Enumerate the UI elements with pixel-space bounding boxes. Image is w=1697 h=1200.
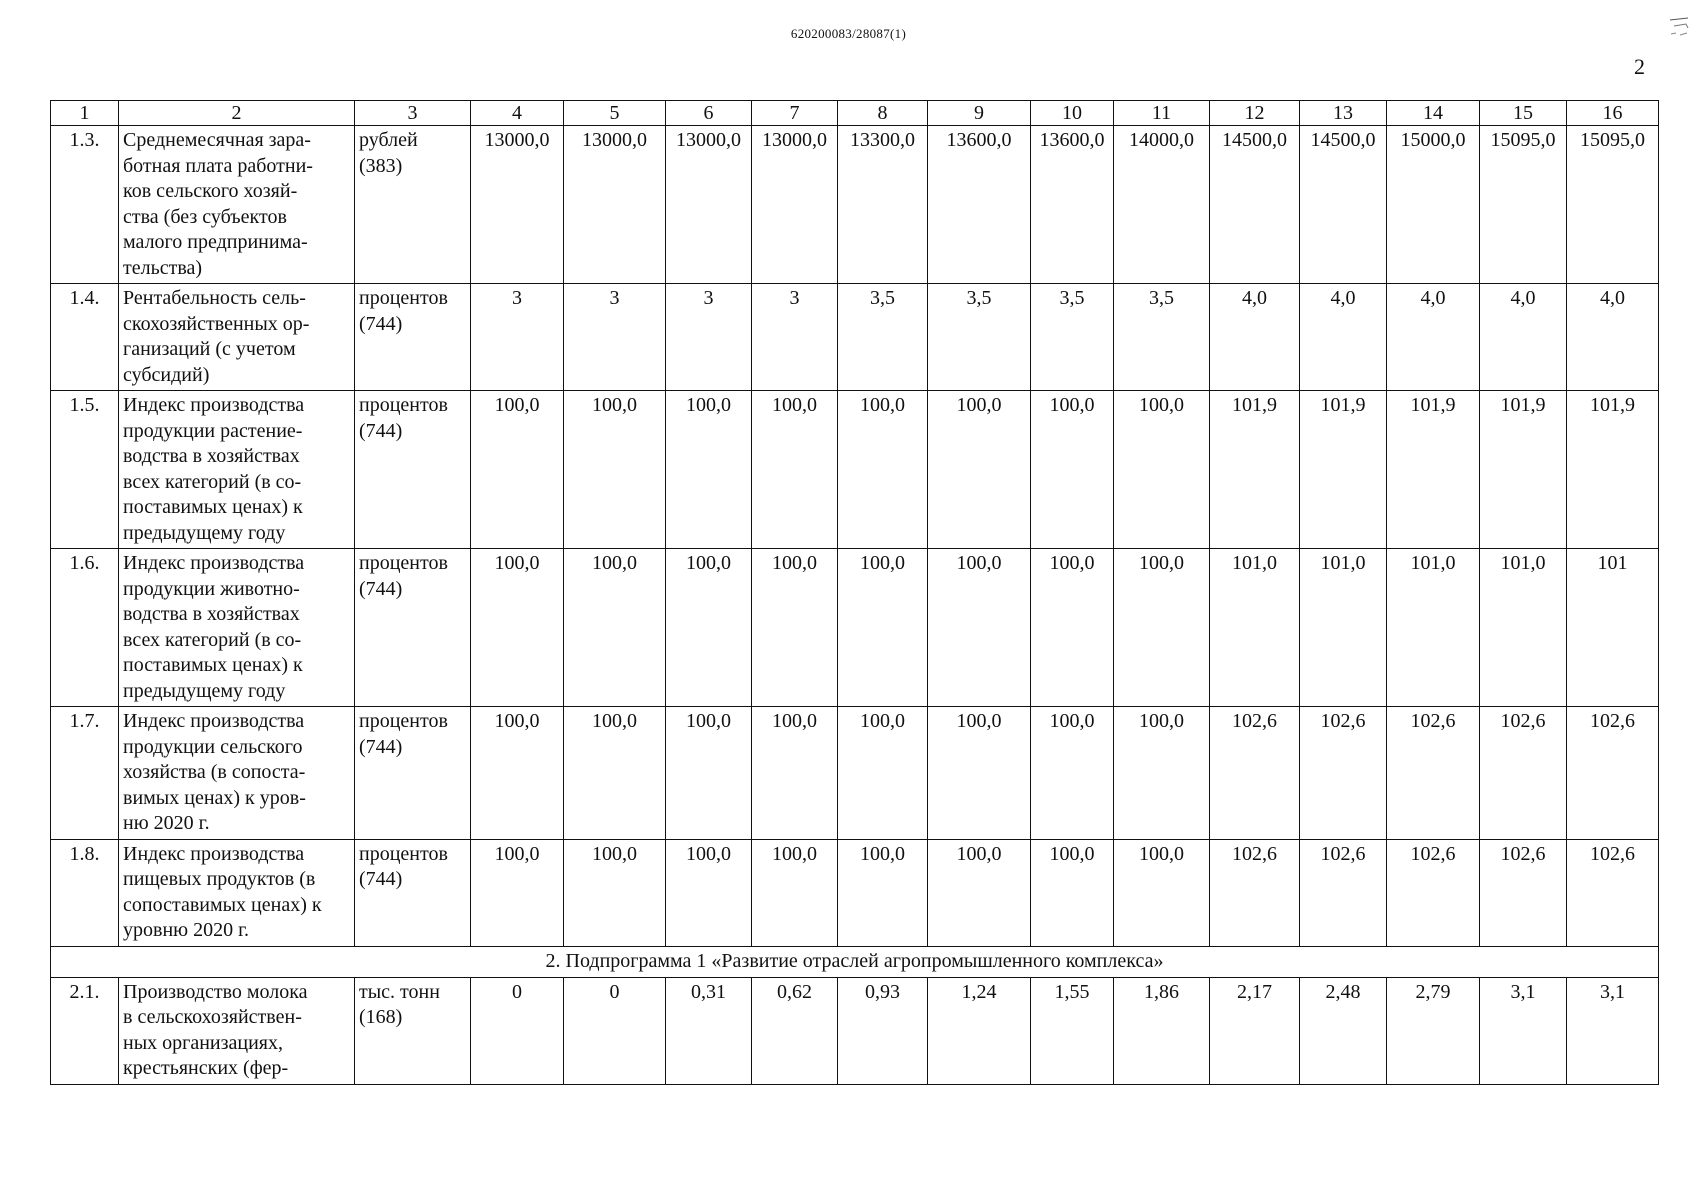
value-cell: 101,0 <box>1210 549 1300 707</box>
value-cell: 100,0 <box>838 549 928 707</box>
value-cell: 100,0 <box>838 839 928 946</box>
value-cell: 2,17 <box>1210 977 1300 1084</box>
column-number-16: 16 <box>1567 101 1659 126</box>
value-cell: 13600,0 <box>1031 126 1114 284</box>
row-number: 1.5. <box>51 391 119 549</box>
table-row <box>51 391 1659 549</box>
row-number: 1.6. <box>51 549 119 707</box>
unit-of-measure: рублей (383) <box>355 126 471 284</box>
column-number-14: 14 <box>1387 101 1480 126</box>
value-cell: 13000,0 <box>564 126 666 284</box>
unit-of-measure: тыс. тонн (168) <box>355 977 471 1084</box>
table-row <box>51 284 1659 391</box>
table-row <box>51 977 1659 1084</box>
value-cell: 100,0 <box>564 549 666 707</box>
value-cell: 4,0 <box>1387 284 1480 391</box>
document-id: 620200083/28087(1) <box>790 26 907 41</box>
value-cell: 100,0 <box>1114 549 1210 707</box>
column-number-1: 1 <box>51 101 119 126</box>
indicator-name: Производство молока в сельскохозяйствен- ных организациях, крестьянских (фер- <box>119 977 355 1084</box>
value-cell: 4,0 <box>1567 284 1659 391</box>
value-cell: 0,62 <box>752 977 838 1084</box>
table-row <box>51 126 1659 284</box>
value-cell: 100,0 <box>1031 707 1114 840</box>
page-number: 2 <box>1634 54 1645 79</box>
value-cell: 3 <box>752 284 838 391</box>
unit-of-measure: процентов (744) <box>355 839 471 946</box>
value-cell: 100,0 <box>1114 839 1210 946</box>
section-row <box>51 946 1659 977</box>
column-number-15: 15 <box>1480 101 1567 126</box>
indicator-name: Индекс производства продукции растение- водства в хозяйствах всех категорий (в со- поставимых ценах) к предыдущему году <box>119 391 355 549</box>
value-cell: 0 <box>564 977 666 1084</box>
value-cell: 101,0 <box>1300 549 1387 707</box>
value-cell: 102,6 <box>1300 839 1387 946</box>
indicators-table <box>50 100 1659 1085</box>
value-cell: 3 <box>471 284 564 391</box>
value-cell: 100,0 <box>752 839 838 946</box>
value-cell: 100,0 <box>564 839 666 946</box>
unit-of-measure: процентов (744) <box>355 284 471 391</box>
indicator-name: Рентабельность сель- скохозяйственных ор- ганизаций (с учетом субсидий) <box>119 284 355 391</box>
value-cell: 3 <box>666 284 752 391</box>
value-cell: 100,0 <box>752 707 838 840</box>
indicator-name: Индекс производства пищевых продуктов (в сопоставимых ценах) к уровню 2020 г. <box>119 839 355 946</box>
column-number-7: 7 <box>752 101 838 126</box>
value-cell: 1,86 <box>1114 977 1210 1084</box>
value-cell: 15095,0 <box>1567 126 1659 284</box>
value-cell: 100,0 <box>471 391 564 549</box>
value-cell: 100,0 <box>928 707 1031 840</box>
indicator-name: Индекс производства продукции сельского хозяйства (в сопоста- вимых ценах) к уров- ню 2020 г. <box>119 707 355 840</box>
value-cell: 13000,0 <box>752 126 838 284</box>
value-cell: 100,0 <box>928 391 1031 549</box>
row-number: 1.4. <box>51 284 119 391</box>
value-cell: 102,6 <box>1300 707 1387 840</box>
value-cell: 100,0 <box>1031 839 1114 946</box>
value-cell: 3,1 <box>1567 977 1659 1084</box>
value-cell: 102,6 <box>1480 707 1567 840</box>
column-number-8: 8 <box>838 101 928 126</box>
column-number-3: 3 <box>355 101 471 126</box>
table-body-section <box>51 946 1659 977</box>
column-number-13: 13 <box>1300 101 1387 126</box>
value-cell: 101,9 <box>1300 391 1387 549</box>
value-cell: 14000,0 <box>1114 126 1210 284</box>
column-number-2: 2 <box>119 101 355 126</box>
value-cell: 102,6 <box>1210 839 1300 946</box>
value-cell: 101,9 <box>1567 391 1659 549</box>
table-body-part-b <box>51 977 1659 1084</box>
column-number-4: 4 <box>471 101 564 126</box>
value-cell: 100,0 <box>471 549 564 707</box>
row-number: 1.8. <box>51 839 119 946</box>
column-number-5: 5 <box>564 101 666 126</box>
value-cell: 3,5 <box>1114 284 1210 391</box>
value-cell: 101,0 <box>1480 549 1567 707</box>
value-cell: 3 <box>564 284 666 391</box>
row-number: 1.3. <box>51 126 119 284</box>
table-row <box>51 549 1659 707</box>
value-cell: 100,0 <box>471 707 564 840</box>
column-number-11: 11 <box>1114 101 1210 126</box>
value-cell: 100,0 <box>471 839 564 946</box>
unit-of-measure: процентов (744) <box>355 391 471 549</box>
column-number-6: 6 <box>666 101 752 126</box>
row-number: 1.7. <box>51 707 119 840</box>
value-cell: 102,6 <box>1480 839 1567 946</box>
value-cell: 100,0 <box>1114 391 1210 549</box>
value-cell: 13000,0 <box>471 126 564 284</box>
value-cell: 3,1 <box>1480 977 1567 1084</box>
value-cell: 2,79 <box>1387 977 1480 1084</box>
column-number-9: 9 <box>928 101 1031 126</box>
column-number-row <box>51 101 1659 126</box>
value-cell: 101,9 <box>1480 391 1567 549</box>
column-number-10: 10 <box>1031 101 1114 126</box>
value-cell: 101,0 <box>1387 549 1480 707</box>
value-cell: 14500,0 <box>1210 126 1300 284</box>
column-number-12: 12 <box>1210 101 1300 126</box>
value-cell: 100,0 <box>752 391 838 549</box>
value-cell: 101 <box>1567 549 1659 707</box>
value-cell: 2,48 <box>1300 977 1387 1084</box>
value-cell: 13600,0 <box>928 126 1031 284</box>
value-cell: 13000,0 <box>666 126 752 284</box>
value-cell: 100,0 <box>838 707 928 840</box>
value-cell: 14500,0 <box>1300 126 1387 284</box>
table-body-part-a <box>51 101 1659 947</box>
table-row <box>51 707 1659 840</box>
indicator-name: Среднемесячная зара- ботная плата работни- ков сельского хозяй- ства (без субъектов малого предпринима- тельства) <box>119 126 355 284</box>
value-cell: 100,0 <box>1114 707 1210 840</box>
value-cell: 4,0 <box>1300 284 1387 391</box>
value-cell: 100,0 <box>1031 391 1114 549</box>
value-cell: 102,6 <box>1210 707 1300 840</box>
corner-scan-mark <box>1668 14 1690 38</box>
value-cell: 100,0 <box>928 549 1031 707</box>
value-cell: 100,0 <box>666 391 752 549</box>
value-cell: 100,0 <box>666 549 752 707</box>
indicator-name: Индекс производства продукции животно- водства в хозяйствах всех категорий (в со- поставимых ценах) к предыдущему году <box>119 549 355 707</box>
value-cell: 0,93 <box>838 977 928 1084</box>
value-cell: 102,6 <box>1387 707 1480 840</box>
unit-of-measure: процентов (744) <box>355 549 471 707</box>
value-cell: 0,31 <box>666 977 752 1084</box>
table-row <box>51 839 1659 946</box>
value-cell: 15095,0 <box>1480 126 1567 284</box>
value-cell: 100,0 <box>564 391 666 549</box>
value-cell: 3,5 <box>1031 284 1114 391</box>
value-cell: 100,0 <box>838 391 928 549</box>
value-cell: 13300,0 <box>838 126 928 284</box>
unit-of-measure: процентов (744) <box>355 707 471 840</box>
value-cell: 4,0 <box>1480 284 1567 391</box>
value-cell: 100,0 <box>666 839 752 946</box>
value-cell: 102,6 <box>1567 839 1659 946</box>
value-cell: 3,5 <box>928 284 1031 391</box>
value-cell: 100,0 <box>928 839 1031 946</box>
row-number: 2.1. <box>51 977 119 1084</box>
value-cell: 15000,0 <box>1387 126 1480 284</box>
value-cell: 102,6 <box>1387 839 1480 946</box>
value-cell: 102,6 <box>1567 707 1659 840</box>
value-cell: 100,0 <box>1031 549 1114 707</box>
value-cell: 4,0 <box>1210 284 1300 391</box>
value-cell: 1,55 <box>1031 977 1114 1084</box>
value-cell: 3,5 <box>838 284 928 391</box>
value-cell: 100,0 <box>564 707 666 840</box>
value-cell: 100,0 <box>666 707 752 840</box>
value-cell: 1,24 <box>928 977 1031 1084</box>
section-title: 2. Подпрограмма 1 «Развитие отраслей агропромышленного комплекса» <box>51 946 1659 977</box>
value-cell: 0 <box>471 977 564 1084</box>
value-cell: 100,0 <box>752 549 838 707</box>
value-cell: 101,9 <box>1210 391 1300 549</box>
value-cell: 101,9 <box>1387 391 1480 549</box>
